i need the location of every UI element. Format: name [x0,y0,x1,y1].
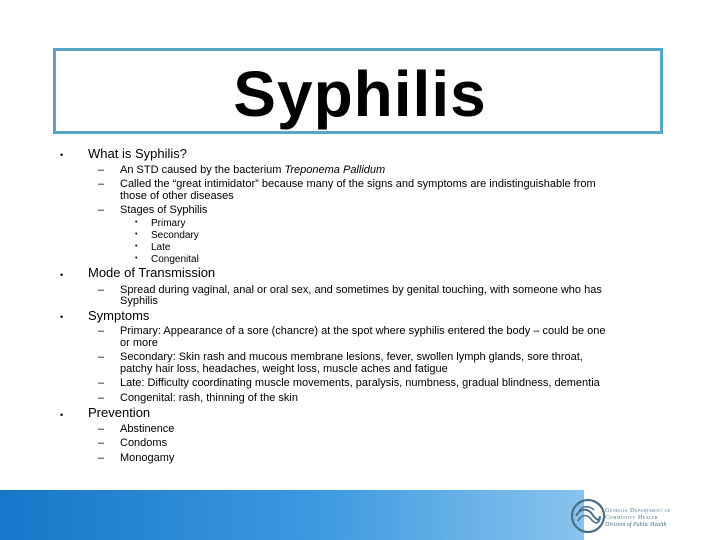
prevention-abstinence: Abstinence [120,423,175,435]
item-stages: Stages of Syphilis [120,204,208,216]
circular-swirl-icon [566,497,610,535]
footer-bar [0,490,584,540]
symptom-congenital: Congenital: rash, thinning of the skin [120,392,298,404]
dash-marker: – [98,178,105,190]
item-great-intimidator: Called the “great intimidator” because many of the signs and symptoms are indistinguishable from [120,178,596,190]
section-heading-transmission: Mode of Transmission [88,265,216,280]
stage-secondary: Secondary [151,230,199,241]
bullet-marker: • [135,231,138,238]
stage-congenital: Congenital [151,254,199,265]
bullet-marker: • [135,243,138,250]
bacterium-name: Treponema Pallidum [284,164,386,176]
item-text: An STD caused by the bacterium [120,164,282,176]
dash-marker: – [98,164,105,176]
section-heading-prevention: Prevention [88,405,151,420]
dash-marker: – [98,392,105,404]
bullet-marker: • [135,219,138,226]
dash-marker: – [98,423,105,435]
item-transmission-cont: Syphilis [120,295,158,307]
dash-marker: – [98,452,105,464]
slide-title: Syphilis [233,58,487,130]
prevention-condoms: Condoms [120,437,168,449]
stage-primary: Primary [151,218,186,229]
dash-marker: – [98,284,105,296]
prevention-monogamy: Monogamy [120,452,175,464]
dash-marker: – [98,351,105,363]
dash-marker: – [98,437,105,449]
dash-marker: – [98,377,105,389]
symptom-primary-cont: or more [120,337,158,349]
dash-marker: – [98,204,105,216]
item-great-intimidator-cont: those of other diseases [120,190,234,202]
symptom-secondary-cont: patchy hair loss, headaches, weight loss, muscle aches and fatigue [120,363,448,375]
logo-line-3: Division of Public Health [605,522,667,528]
bullet-marker: • [135,255,138,262]
symptom-secondary: Secondary: Skin rash and mucous membrane lesions, fever, swollen lymph glands, sore throat, [120,351,583,363]
bullet-marker: • [60,410,64,420]
bullet-marker: • [60,270,64,280]
bullet-marker: • [60,150,64,160]
bullet-marker: • [60,312,64,322]
dash-marker: – [98,325,105,337]
logo-text [605,508,717,529]
item-std-cause [120,164,385,176]
section-heading-what-is: What is Syphilis? [88,146,187,161]
section-heading-symptoms: Symptoms [88,308,150,323]
symptom-primary: Primary: Appearance of a sore (chancre) at the spot where syphilis entered the body – could be one [120,325,606,337]
symptom-late: Late: Difficulty coordinating muscle movements, paralysis, numbness, gradual blindness, dementia [120,377,600,389]
stage-late: Late [151,242,171,253]
logo-line-1: Georgia Department of [605,508,671,514]
logo-line-2: Community Health [605,515,659,521]
item-transmission: Spread during vaginal, anal or oral sex, and sometimes by genital touching, with someone who has [120,284,602,296]
